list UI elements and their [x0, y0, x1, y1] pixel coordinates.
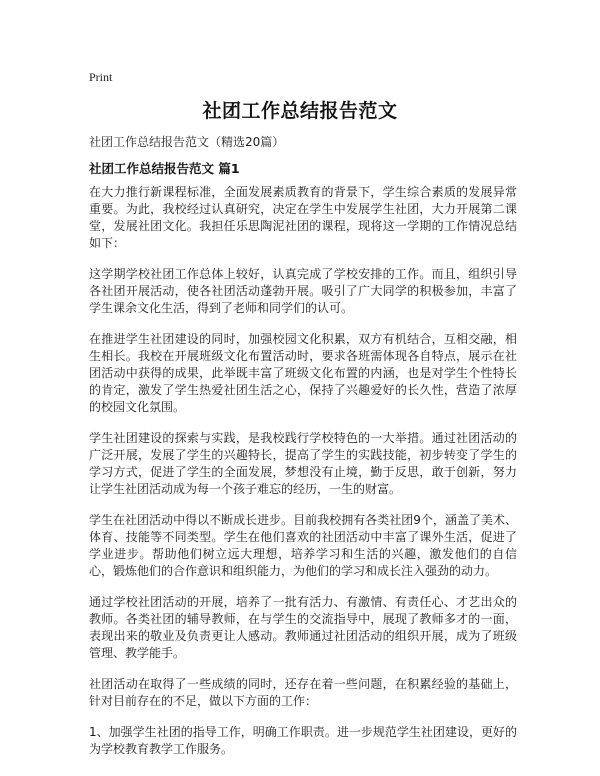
document-body — [89, 184, 517, 772]
paragraph: 1、加强学生社团的指导工作，明确工作职责。进一步规范学生社团建设，更好的为学校教育教学工作服务。 — [89, 725, 517, 756]
paragraph: 这学期学校社团工作总体上较好，认真完成了学校安排的工作。而且，组织引导各社团开展活动，使各社团活动蓬勃开展。吸引了广大同学的积极参加，丰富了学生课余文化生活，得到了老师和同学们的认可。 — [89, 267, 517, 315]
paragraph: 通过学校社团活动的开展，培养了一批有活力、有激情、有责任心、才艺出众的教师。各类社团的辅导教师，在与学生的交流指导中，展现了教师多才的一面，表现出来的敬业及负责更让人感动。教师通过社团活动的组织开展，成为了班级管理、教学能手。 — [89, 595, 517, 660]
paragraph: 社团活动在取得了一些成绩的同时，还存在着一些问题，在积累经验的基础上，针对目前存在的不足，做以下方面的工作： — [89, 677, 517, 708]
document-title: 社团工作总结报告范文 — [202, 100, 398, 122]
paragraph: 学生社团建设的探索与实践，是我校践行学校特色的一大举措。通过社团活动的广泛开展，发展了学生的兴趣特长，提高了学生的实践技能，初步转变了学生的学习方式，促进了学生的全面发展，梦想没有止境，勤于反思，敢于创新，努力让学生社团活动成为每一个孩子难忘的经历，一生的财富。 — [89, 431, 517, 496]
print-label[interactable]: Print — [89, 70, 113, 84]
paragraph: 学生在社团活动中得以不断成长进步。目前我校拥有各类社团9个，涵盖了美术、体育、技能等不同类型。学生在他们喜欢的社团活动中丰富了课外生活，促进了学业进步。帮助他们树立远大理想，培养学习和生活的兴趣，激发他们的自信心，锻炼他们的合作意识和组织能力，为他们的学习和成长注入强劲的动力。 — [89, 513, 517, 578]
document-subtitle: 社团工作总结报告范文（精选20篇） — [89, 135, 285, 149]
section-heading: 社团工作总结报告范文 篇1 — [89, 161, 240, 176]
paragraph: 在大力推行新课程标准，全面发展素质教育的背景下，学生综合素质的发展异常重要。为此，我校经过认真研究，决定在学生中发展学生社团，大力开展第二课堂，发展社团文化。我担任乐思陶泥社团的课程，现将这一学期的工作情况总结如下： — [89, 185, 517, 250]
paragraph: 在推进学生社团建设的同时，加强校园文化积累，双方有机结合，互相交融，相生相长。我校在开展班级文化布置活动时，要求各班需体现各自特点，展示在社团活动中获得的成果，此举既丰富了班级文化布置的内涵，也是对学生个性特长的肯定，激发了学生热爱社团生活之心，保持了兴趣爱好的长久性，营造了浓厚的校园文化氛围。 — [89, 332, 517, 414]
